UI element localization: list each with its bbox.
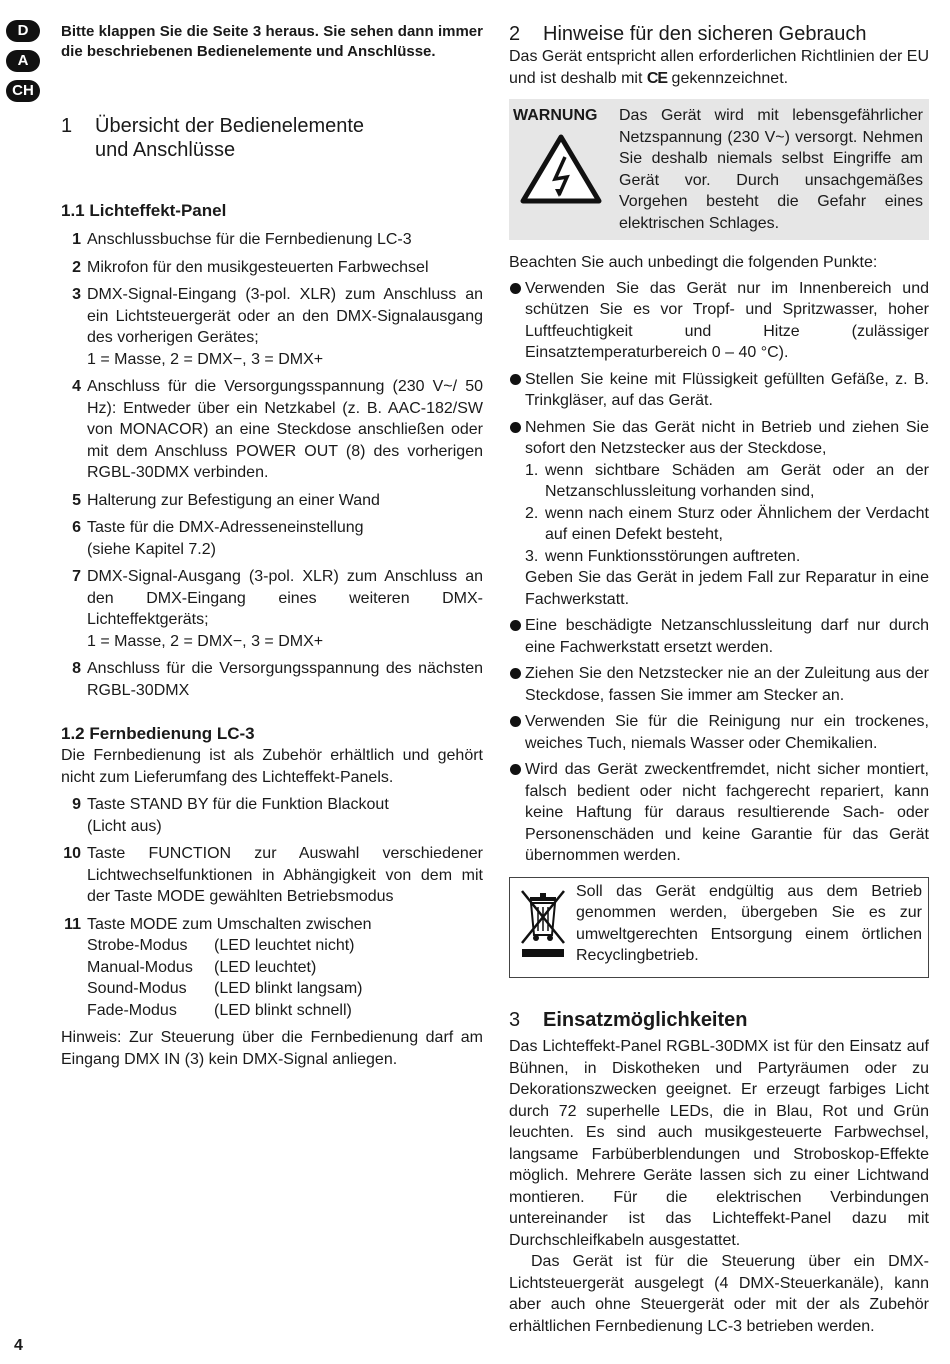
mode-row: Strobe-Modus (LED leuchtet nicht)	[87, 937, 355, 954]
high-voltage-warning-icon	[519, 133, 603, 205]
warning-text: Das Gerät wird mit lebensgefährlicher Netzspannung (230 V~) versorgt. Nehmen Sie deshalb niemals selbst Eingriffe am Gerät vor. Durch unsachgemäßes Vorgehen besteht die Gefahr eines elektrischen Schlages.	[619, 107, 923, 232]
list-item: 8 Anschluss für die Versorgungsspannung des nächsten RGBL-30DMX	[72, 660, 483, 699]
bullet-item: Stellen Sie keine mit Flüssigkeit gefüllten Gefäße, z. B. Trinkgläser, auf das Gerät.	[509, 369, 929, 412]
mode-row: Sound-Modus (LED blinkt langsam)	[87, 980, 363, 997]
list-item: 6 Taste für die DMX-Adresseneinstellung (siehe Kapitel 7.2)	[72, 519, 364, 558]
list-item: 5 Halterung zur Befestigung an einer Wand	[72, 491, 380, 509]
sub-item: 2. wenn nach einem Sturz oder Ähnlichem der Verdacht auf einen Defekt besteht,	[525, 504, 929, 543]
disposal-box	[509, 877, 929, 979]
right-column	[509, 22, 929, 1337]
language-tab-d: D	[6, 20, 40, 42]
intro-text: Bitte klappen Sie die Seite 3 heraus. Sie sehen dann immer die beschriebenen Bedienelemente und Anschlüsse.	[61, 23, 483, 60]
ce-mark-icon: CE	[646, 69, 668, 87]
subsection-1-2-heading: 1.2 Fernbedienung LC-3	[61, 724, 255, 743]
list-item: 1 Anschlussbuchse für die Fernbedienung LC-3	[72, 231, 412, 248]
crossed-out-wheelie-bin-icon	[516, 885, 572, 965]
bullet-item: Ziehen Sie den Netzstecker nie an der Zuleitung aus der Steckdose, fassen Sie immer am Stecker an.	[509, 663, 929, 706]
bullet-item: Wird das Gerät zweckentfremdet, nicht sicher montiert, falsch bedient oder nicht fachgerecht repariert, kann keine Haftung für daraus resultierende Sach- oder Personenschäden und keine Garantie für das Gerät übernommen werden.	[509, 759, 929, 867]
page-number: 4	[14, 1337, 23, 1354]
list-item: 11 Taste MODE zum Umschalten zwischen Strobe-Modus (LED leuchtet nicht) Manual-Modus (LED leuchtet) Sound-Modus (LED blinkt langsam) Fade-Modus (LED blinkt schnell)	[61, 914, 483, 1022]
section-2-intro: Das Gerät entspricht allen erforderlichen Richtlinien der EU und ist deshalb mit CE gekennzeichnet.	[509, 48, 929, 87]
list-item: 4 Anschluss für die Versorgungsspannung (230 V~/ 50 Hz): Entweder über ein Netzkabel (z. B. AAC-182/SW von MONACOR) an eine Steckdose anschließen oder mit dem Anschluss POWER OUT (8) des vorherigen RGBL-30DMX verbinden.	[72, 378, 483, 481]
list-item: 10 Taste FUNCTION zur Auswahl verschiedener Lichtwechselfunktionen in Abhängigkeit von dem mit der Taste MODE gewählten Betriebsmodus	[63, 845, 483, 905]
bullet-item: Verwenden Sie das Gerät nur im Innenbereich und schützen Sie es vor Tropf- und Spritzwasser, hoher Luftfeuchtigkeit und Hitze (zulässiger Einsatztemperaturbereich 0 – 40 °C).	[509, 278, 929, 364]
bullet-item: Eine beschädigte Netzanschlussleitung darf nur durch eine Fachwerkstatt ersetzt werden.	[509, 615, 929, 658]
warning-label: WARNUNG	[513, 107, 598, 124]
section-1-heading	[61, 114, 483, 162]
sub-item: 1. wenn sichtbare Schäden am Gerät oder an der Netzanschlussleitung vorhanden sind,	[525, 461, 929, 500]
hint-text: Hinweis: Zur Steuerung über die Fernbedienung darf am Eingang DMX IN (3) kein DMX-Signal anliegen.	[61, 1029, 483, 1068]
section-2-heading: 2 Hinweise für den sicheren Gebrauch	[509, 23, 867, 45]
left-column	[61, 22, 483, 1070]
mode-row: Fade-Modus (LED blinkt schnell)	[87, 1001, 352, 1019]
list-item: 7 DMX-Signal-Ausgang (3-pol. XLR) zum Anschluss an den DMX-Eingang eines weiteren DMX-Lichteffektgeräts; 1 = Masse, 2 = DMX−, 3 = DMX+	[72, 568, 483, 650]
section-1-title-line1: Übersicht der Bedienelemente	[95, 115, 365, 137]
section-1-title-line2: und Anschlüsse	[95, 139, 236, 161]
section-3-paragraph-2: Das Gerät ist für die Steuerung über ein DMX-Lichtsteuergerät ausgelegt (4 DMX-Steuerkanäle), kann aber auch ohne Steuergerät oder mit der als Zubehör erhältlichen Fernbedienung LC-3 betrieben werden.	[509, 1253, 929, 1335]
list-item: 3 DMX-Signal-Eingang (3-pol. XLR) zum Anschluss an ein Lichtsteuergerät oder an den DMX-Signalausgang des vorherigen Gerätes; 1 = Masse, 2 = DMX−, 3 = DMX+	[72, 286, 483, 368]
list-item: 2 Mikrofon für den musikgesteuerten Farbwechsel	[72, 258, 429, 276]
subsection-1-2-intro: Die Fernbedienung ist als Zubehör erhältlich und gehört nicht zum Lieferumfang des Lichteffekt-Panels.	[61, 747, 483, 786]
mode-row: Manual-Modus (LED leuchtet)	[87, 958, 317, 976]
sub-item: 3. wenn Funktionsstörungen auftreten.	[525, 547, 801, 565]
disposal-text: Soll das Gerät endgültig aus dem Betrieb genommen werden, übergeben Sie es zur umweltgerechten Entsorgung einem örtlichen Recyclingbetrieb.	[576, 882, 922, 964]
bullet-item: Nehmen Sie das Gerät nicht in Betrieb und ziehen Sie sofort den Netzstecker aus der Steckdose, 1. wenn sichtbare Schäden am Gerät oder an der Netzanschlussleitung vorhanden sind, 2. wenn nach einem Sturz oder Ähnlichem der Verdacht auf einen Defekt besteht, 3. wenn Funktionsstörungen auftreten. Geben Sie das Gerät in jedem Fall zur Reparatur in eine Fachwerkstatt.	[509, 417, 929, 611]
section-3-paragraph-1: Das Lichteffekt-Panel RGBL-30DMX ist für den Einsatz auf Bühnen, in Diskotheken und Partyräumen oder zu Dekorationszwecken geeignet. Er erzeugt farbiges Licht durch 72 superhelle LEDs, die in Blau, Rot und Grün leuchten. Es sind auch musikgesteuerte Farbwechsel, langsame Farbüberblendungen und Stroboskop-Effekte möglich. Mehrere Geräte lassen sich zu einer Lichtwand montieren. Für die elektrischen Verbindungen untereinander ist das Lichteffekt-Panel dazu mit Durchschleifkabeln ausgestattet.	[509, 1038, 929, 1249]
language-tab-a: A	[6, 50, 40, 72]
bullet-item: Verwenden Sie für die Reinigung nur ein trockenes, weiches Tuch, niemals Wasser oder Chemikalien.	[509, 711, 929, 754]
list-item: 9 Taste STAND BY für die Funktion Blackout (Licht aus)	[72, 796, 389, 835]
language-tab-ch: CH	[6, 80, 40, 102]
subsection-1-1-heading: 1.1 Lichteffekt-Panel	[61, 201, 227, 220]
section-3-heading: 3 Einsatzmöglichkeiten	[509, 1009, 748, 1031]
language-tabs	[6, 20, 42, 110]
warning-box	[509, 99, 929, 240]
section-1-number: 1	[61, 115, 73, 137]
points-intro: Beachten Sie auch unbedingt die folgenden Punkte:	[509, 254, 878, 271]
